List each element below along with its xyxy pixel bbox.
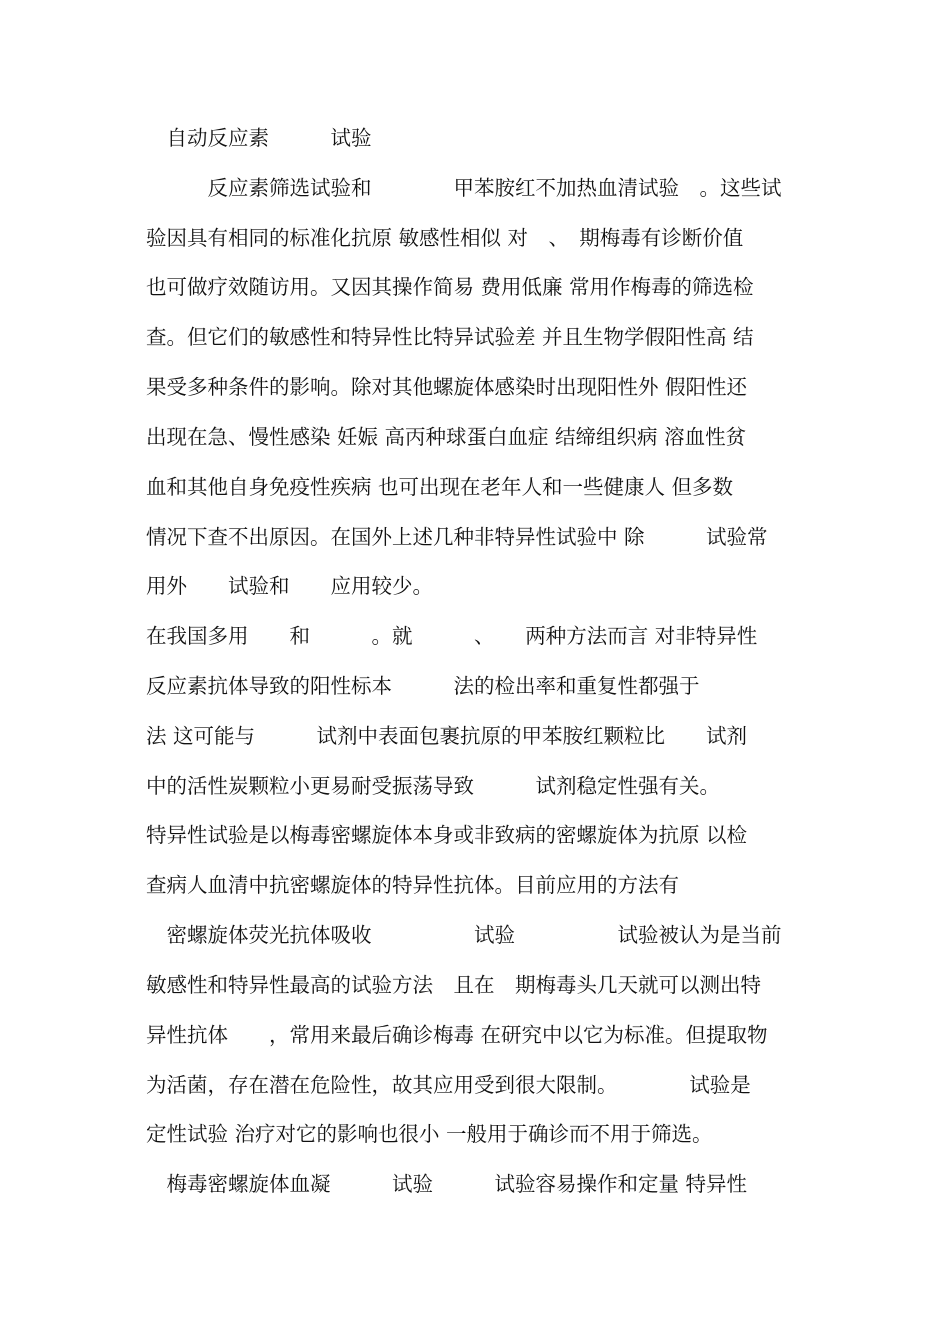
text-line: 反应素筛选试验和 甲苯胺红不加热血清试验 。这些试	[146, 176, 782, 200]
text-line: 在我国多用 和 。就 、 两种方法而言 对非特异性	[146, 624, 758, 648]
text-line: 自动反应素 试验	[146, 126, 372, 150]
text-line: 定性试验 治疗对它的影响也很小 一般用于确诊而不用于筛选。	[146, 1122, 713, 1146]
text-line: 出现在急、慢性感染 妊娠 高丙种球蛋白血症 结缔组织病 溶血性贫	[146, 425, 747, 449]
text-line: 反应素抗体导致的阳性标本 法的检出率和重复性都强于	[146, 674, 700, 698]
text-line: 果受多种条件的影响。除对其他螺旋体感染时出现阳性外 假阳性还	[146, 375, 748, 399]
text-line: 用外 试验和 应用较少。	[146, 574, 433, 598]
text-line: 中的活性炭颗粒小更易耐受振荡导致 试剂稳定性强有关。	[146, 774, 720, 798]
text-line: 查。但它们的敏感性和特异性比特异试验差 并且生物学假阳性高 结	[146, 325, 754, 349]
text-line: 也可做疗效随访用。又因其操作简易 费用低廉 常用作梅毒的筛选检	[146, 275, 754, 299]
text-line: 血和其他自身免疫性疾病 也可出现在老年人和一些健康人 但多数	[146, 475, 734, 499]
text-line: 异性抗体 ，常用来最后确诊梅毒 在研究中以它为标准。但提取物	[146, 1023, 768, 1047]
text-line: 敏感性和特异性最高的试验方法 且在 期梅毒头几天就可以测出特	[146, 973, 761, 997]
text-line: 梅毒密螺旋体血凝 试验 试验容易操作和定量 特异性	[146, 1172, 748, 1196]
text-line: 特异性试验是以梅毒密螺旋体本身或非致病的密螺旋体为抗原 以检	[146, 823, 748, 847]
text-line: 为活菌，存在潜在危险性，故其应用受到很大限制。 试验是	[146, 1073, 751, 1097]
text-line: 情况下查不出原因。在国外上述几种非特异性试验中 除 试验常	[146, 525, 768, 549]
text-line: 法 这可能与 试剂中表面包裹抗原的甲苯胺红颗粒比 试剂	[146, 724, 748, 748]
text-line: 验因具有相同的标准化抗原 敏感性相似 对 、 期梅毒有诊断价值	[146, 226, 744, 250]
text-line: 密螺旋体荧光抗体吸收 试验 试验被认为是当前	[146, 923, 782, 947]
text-line: 查病人血清中抗密螺旋体的特异性抗体。目前应用的方法有	[146, 873, 679, 897]
